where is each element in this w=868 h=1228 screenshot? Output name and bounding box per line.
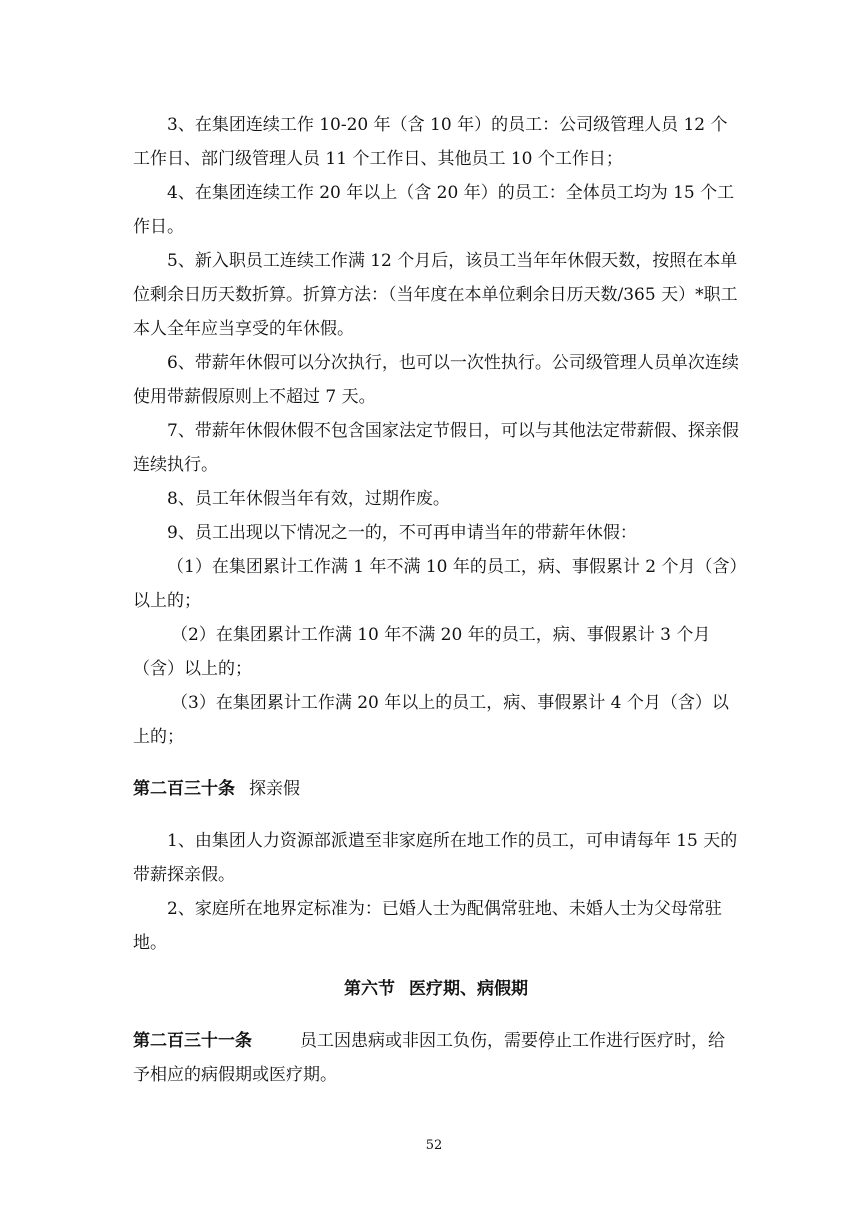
paragraph-3: 3、在集团连续工作 10-20 年（含 10 年）的员工：公司级管理人员 12 个工作日、部门级管理人员 11 个工作日、其他员工 10 个工作日； bbox=[133, 115, 728, 169]
paragraph-8: 8、员工年休假当年有效，过期作废。 bbox=[167, 489, 450, 509]
section-title: 医疗期、病假期 bbox=[409, 979, 528, 999]
article-231-heading: 第二百三十一条 bbox=[133, 1031, 252, 1051]
article-231-text: 员工因患病或非因工负伤，需要停止工作进行医疗时，给予相应的病假期或医疗期。 bbox=[133, 1031, 725, 1085]
sub-item-1: （1）在集团累计工作满 1 年不满 10 年的员工，病、事假累计 2 个月（含）以上的； bbox=[133, 557, 739, 611]
page-number: 52 bbox=[425, 1138, 443, 1153]
sub-item-2: （2）在集团累计工作满 10 年不满 20 年的员工，病、事假累计 3 个月（含）以上的； bbox=[133, 625, 711, 679]
section-heading bbox=[133, 972, 739, 1006]
article-230-heading: 第二百三十条 bbox=[133, 779, 235, 799]
article-231 bbox=[133, 1024, 739, 1092]
sub-item-3: （3）在集团累计工作满 20 年以上的员工，病、事假累计 4 个月（含）以上的； bbox=[133, 693, 729, 747]
paragraph-6: 6、带薪年休假可以分次执行，也可以一次性执行。公司级管理人员单次连续使用带薪假原则上不超过 7 天。 bbox=[133, 353, 739, 407]
article-230-title: 探亲假 bbox=[249, 779, 300, 799]
paragraph-9: 9、员工出现以下情况之一的，不可再申请当年的带薪年休假： bbox=[167, 523, 637, 543]
article-230-heading-line bbox=[133, 772, 739, 806]
article-230-paragraph-1: 1、由集团人力资源部派遣至非家庭所在地工作的员工，可申请每年 15 天的带薪探亲假。 bbox=[133, 831, 738, 885]
section-number: 第六节 bbox=[344, 979, 395, 999]
paragraph-5: 5、新入职员工连续工作满 12 个月后，该员工当年年休假天数，按照在本单位剩余日历天数折算。折算方法：（当年度在本单位剩余日历天数/365 天）*职工本人全年应当享受的年休假。 bbox=[133, 251, 738, 339]
article-230-paragraph-2: 2、家庭所在地界定标准为：已婚人士为配偶常驻地、未婚人士为父母常驻地。 bbox=[133, 899, 722, 953]
paragraph-4: 4、在集团连续工作 20 年以上（含 20 年）的员工：全体员工均为 15 个工作日。 bbox=[133, 183, 735, 237]
paragraph-7: 7、带薪年休假休假不包含国家法定节假日，可以与其他法定带薪假、探亲假连续执行。 bbox=[133, 421, 739, 475]
